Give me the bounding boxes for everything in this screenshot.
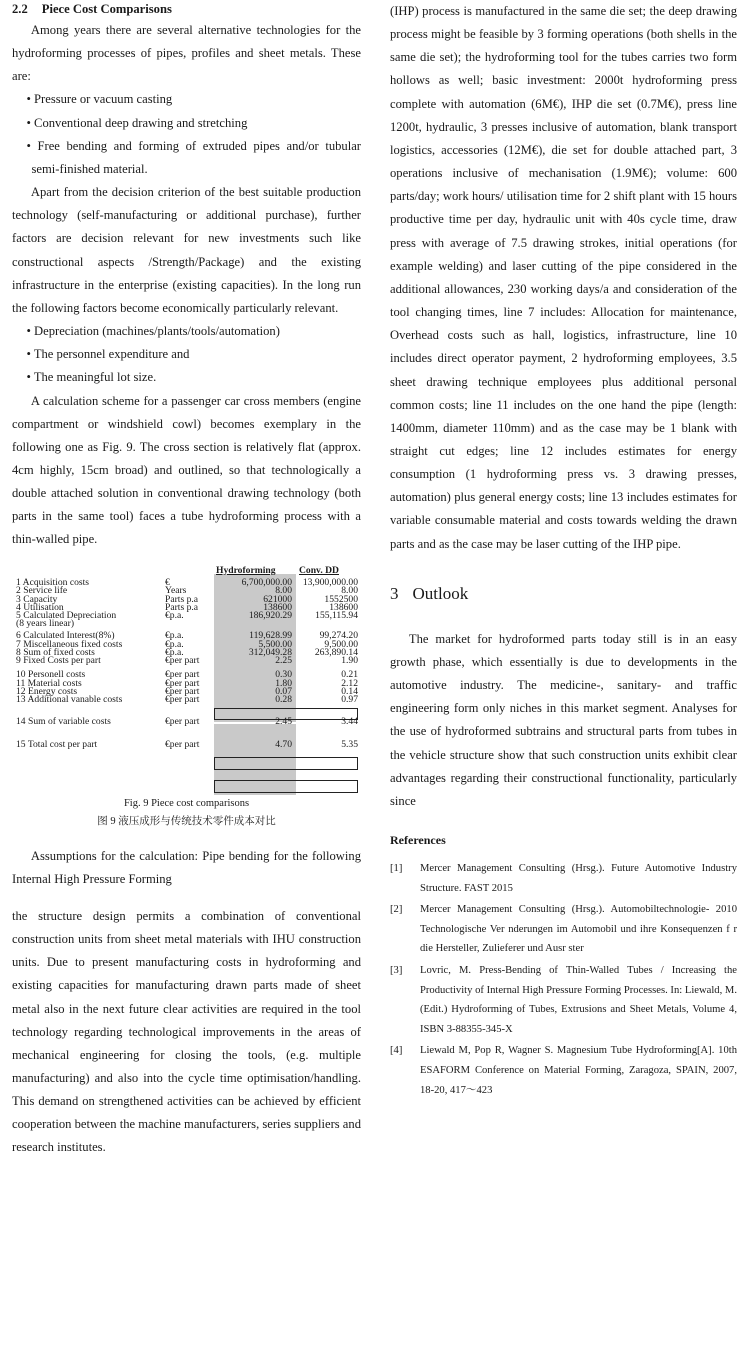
row-label: 9 Fixed Costs per part (16, 654, 101, 666)
row-label: 15 Total cost per part (16, 738, 98, 750)
table-row (12, 717, 361, 727)
column-header-conv-dd: Conv. DD (299, 564, 339, 576)
paragraph: Apart from the decision criterion of the best suitable production technology (self-manufacturing or additional purchase), further factors are decision relevant for new investments such like constructional aspects /Strength/Package) and the existing infrastructure in the enterprise (existing capacities). In the long run the following factors become economically particularly relevant. (12, 185, 361, 315)
row-unit: €p.a. (165, 629, 184, 641)
paragraph: the structure design permits a combination of conventional construction units from sheet metal materials with IHU construction units. Due to present manufacturing costs in hydroforming and existing capacities for manufacturing drawn parts made of sheet metal also in the next future clear activities are required in the tool technology regarding technological improvements in the areas of mechanical engineering for closing the tools, (e.g. multiple manufacturing) and also into the cycle time optimisation/handling. This demand on strengthened activities can be achieved by efficient cooperation between the machine manufacturers, series suppliers and research institutes. (12, 908, 361, 1155)
row-label: 11 Material costs (16, 677, 82, 689)
bullet-item: • Free bending and forming of extruded pipes and/or tubular semi-finished material. (26, 138, 361, 176)
row-unit: €p.a. (165, 638, 184, 650)
row-label: 7 Miscellaneous fixed costs (16, 638, 123, 650)
bullet-item: • Pressure or vacuum casting (26, 92, 173, 107)
row-label: 12 Energy costs (16, 685, 78, 697)
row-label: 5 Calculated Depreciation (16, 609, 117, 621)
reference-item (390, 900, 737, 959)
conv-dd-value: 99,274.20 (319, 629, 358, 641)
reference-number: [2] (390, 904, 403, 916)
row-label: 4 Utilisation (16, 601, 64, 613)
conv-dd-value: 8.00 (341, 584, 358, 596)
section-title: Piece Cost Comparisons (41, 2, 172, 16)
conv-dd-value: 0.97 (341, 693, 358, 705)
row-label: 1 Acquisition costs (16, 576, 90, 588)
right-column (390, 0, 737, 1102)
conv-dd-value: 138600 (329, 601, 358, 613)
row-unit: €per part (165, 677, 200, 689)
row-unit: Parts p.a (165, 593, 199, 605)
references-heading: References (390, 833, 446, 847)
reference-number: [1] (390, 863, 403, 874)
total-cost-box (214, 780, 358, 793)
conv-dd-value: 1552500 (324, 593, 358, 605)
row-label: 3 Capacity (16, 593, 58, 605)
row-label: 10 Personell costs (16, 668, 86, 680)
conv-dd-value: 1.90 (341, 654, 358, 666)
row-unit: €per part (165, 738, 200, 750)
conv-dd-value: 263,890.14 (314, 646, 358, 658)
row-unit: €per part (165, 693, 200, 705)
reference-number: [3] (390, 964, 403, 976)
conv-dd-value: 9,500.00 (324, 638, 358, 650)
reference-text: Liewald M, Pop R, Wagner S. Magnesium Tube Hydroforming[A]. 10th ESAFORM Conference on Material Forming, Zaragoza, SPAIN, 2007, 18-20, 417～423 (420, 1045, 737, 1096)
paragraph: Assumptions for the calculation: Pipe bending for the following Internal High Pressure Forming (12, 848, 361, 886)
hydroforming-value: 1.80 (275, 677, 292, 689)
column-header-hydroforming: Hydroforming (216, 564, 276, 576)
conv-dd-value: 0.14 (341, 685, 358, 697)
reference-text: Mercer Management Consulting (Hrsg.). Future Automotive Industry Structure. FAST 2015 (420, 863, 737, 894)
row-label: 14 Sum of variable costs (16, 715, 111, 727)
section-heading-outlook (390, 582, 737, 606)
row-unit: €p.a. (165, 609, 184, 621)
hydroforming-value: 119,628.99 (249, 629, 292, 641)
paragraph: (IHP) process is manufactured in the same die set; the deep drawing process might be feasible by 3 forming operations (both shells in the same die set); the hydroforming tool for the tubes carries two form hollows as well; basic investment: 2000t hydroforming press complete with automation (6M€), IHP die set (0.7M€), press line 1200t, hydraulic, 3 presses inclusive of automation, blank transport logistics, accessories (12M€), die set for double attached part, 3 operations inclusive of mechanisation (1.9M€); volume: 600 parts/day; work hours/ utilisation time for 2 shift plant with 15 hours productive time per day, hydraulic unit with 40s cycle time, draw press with average of 7.5 drawing strokes, initial operations (for example welding) and laser cutting of the pipe considered in the additional allowances, 230 working days/a and consideration of the tool changing times, line 7 includes: Allocation for maintenance, Overhead costs such as hall, logistics, infrastructure, line 10 includes direct operator payment, 2 hydroforming employees, 3.5 sheet drawing technique employees plus additional personal common costs; line 11 includes on the one hand the pipe (length: 1400mm, diameter 110mm) and as the case may be 1 blank with straight cut edges; line 12 includes estimates for energy consumption (1 hydroforming press vs. 3 drawing presses, automation) plus general energy costs; line 13 includes estimates for variable consumable material and costs towards welding the drawn parts and as the case may be laser cutting of the IHP pipe. (390, 4, 737, 551)
paragraph: The market for hydroformed parts today still is in an easy growth phase, which essentially is due to developments in the automotive industry. The medicine-, sanitary- and traffic engineering form only niches in this market segment. Analyses for the use of hydroformed subtrains and structural parts from tubes in the vehicle structure show that such construction units exhibit clear advantages regarding their constructional functionality, particularly since (390, 631, 737, 808)
hydroforming-value: 4.70 (275, 738, 292, 750)
reference-item (390, 961, 737, 1039)
row-unit: Years (165, 584, 187, 596)
paragraph: A calculation scheme for a passenger car cross members (engine compartment or windshield cowl) becomes exemplary in the following one as Fig. 9. The cross section is relatively flat (approx. 4cm highly, 15cm broad) and outlined, so that technologically a double attached solution in conventional drawing technology (both parts in the same tool) faces a tube hydroforming process with a thin-walled pipe. (12, 393, 361, 547)
table-row (12, 619, 361, 629)
figure-caption-en: Fig. 9 Piece cost comparisons (123, 797, 250, 809)
hydroforming-value: 186,920.29 (248, 609, 292, 621)
paragraph: Among years there are several alternative technologies for the hydroforming processes of pipes, profiles and sheet metals. These are: (12, 23, 361, 84)
row-label: 13 Additional vanable costs (16, 693, 123, 705)
hydroforming-value: 6,700,000.00 (241, 576, 292, 588)
hydroforming-value: 2.25 (275, 654, 292, 666)
reference-list (390, 859, 737, 1100)
row-unit: €per part (165, 685, 200, 697)
hydroforming-value: 8.00 (275, 584, 292, 596)
row-label: (8 years linear) (16, 617, 75, 629)
reference-number: [4] (390, 1045, 403, 1057)
figure-caption-cn: 图 9 液压成形与传统技术零件成本对比 (97, 815, 276, 827)
bullet-item: • Conventional deep drawing and stretching (26, 115, 248, 130)
hydroforming-value: 5,500.00 (258, 638, 292, 650)
hydroforming-value: 138600 (263, 601, 292, 613)
row-label: 2 Service life (16, 584, 68, 596)
row-unit: Parts p.a (165, 601, 199, 613)
conv-dd-value: 0.21 (341, 668, 358, 680)
left-column (12, 0, 361, 1160)
hydroforming-value: 0.28 (275, 693, 292, 705)
conv-dd-value: 155,115.94 (315, 609, 358, 621)
reference-item (390, 859, 737, 898)
table-row (12, 740, 361, 750)
row-label: 6 Calculated Interest(8%) (16, 629, 115, 641)
section-number: 3 (390, 583, 399, 603)
row-unit: € (165, 576, 170, 588)
reference-text: Mercer Management Consulting (Hrsg.). Automobiltechnologie- 2010 Technologische Ver nderungen im Automobil und ihre Konsequenzen f r die Hersteller, Zulieferer und Ausr ster (420, 904, 737, 955)
hydroforming-value: 2.45 (275, 715, 292, 727)
row-unit: €per part (165, 654, 200, 666)
reference-text: Lovric, M. Press-Bending of Thin-Walled Tubes / Increasing the Productivity of Internal High Pressure Forming Processes. In: Liewald, M. (Edit.) Hydroforming of Tubes, Extrusions and Sheet Metals, Volume 4, ISBN 3-88355-345-X (420, 964, 737, 1035)
hydroforming-value: 0.07 (275, 685, 292, 697)
reference-item (390, 1041, 737, 1100)
table-row (12, 656, 361, 666)
bullet-item: • The personnel expenditure and (26, 347, 190, 362)
row-unit: €p.a. (165, 646, 184, 658)
row-label: 8 Sum of fixed costs (16, 646, 95, 658)
hydroforming-value: 621000 (263, 593, 292, 605)
section-heading (12, 0, 361, 18)
bullet-item: • Depreciation (machines/plants/tools/automation) (26, 324, 280, 339)
bullet-item: • The meaningful lot size. (26, 370, 157, 385)
section-title: Outlook (412, 583, 469, 603)
conv-dd-value: 13,900,000.00 (302, 576, 358, 588)
conv-dd-value: 3.44 (341, 715, 358, 727)
conv-dd-value: 2.12 (341, 677, 358, 689)
variable-cost-box (214, 757, 358, 770)
row-unit: €per part (165, 715, 200, 727)
hydroforming-value: 0.30 (275, 668, 292, 680)
row-unit: €per part (165, 668, 200, 680)
section-number: 2.2 (12, 2, 28, 16)
figure-piece-cost-table (12, 565, 361, 795)
conv-dd-value: 5.35 (341, 738, 358, 750)
hydroforming-value: 312,049.28 (248, 646, 292, 658)
table-row (12, 695, 361, 705)
